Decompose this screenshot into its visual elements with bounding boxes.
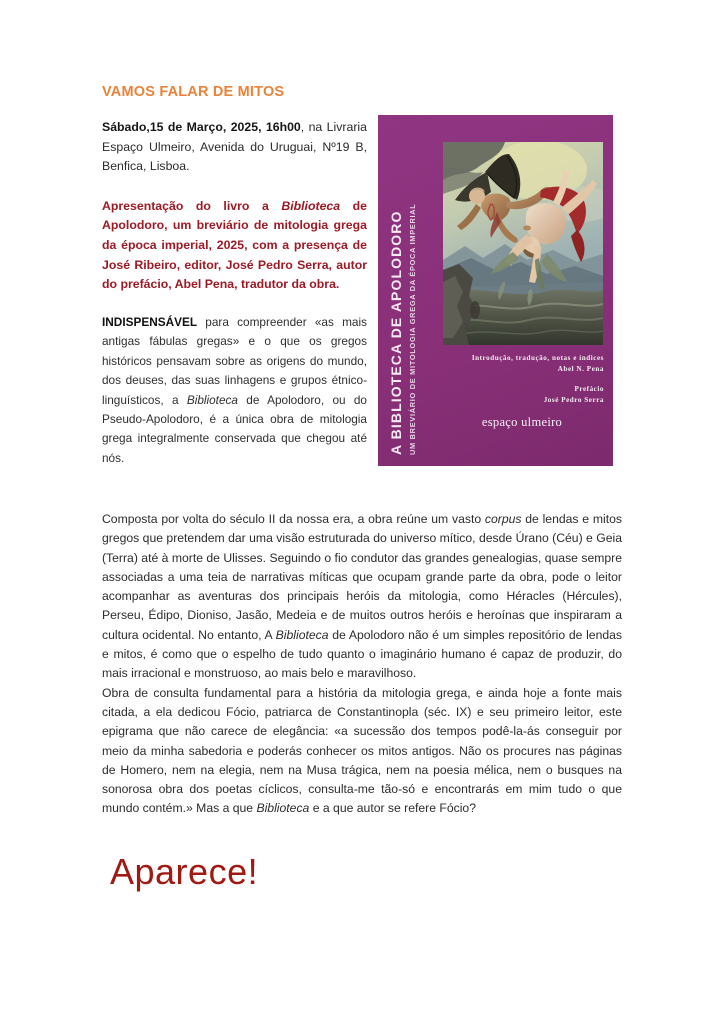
announcement-text-part-1: Apresentação do livro a bbox=[102, 198, 282, 213]
book-cover-painting bbox=[443, 142, 603, 345]
description-paragraph bbox=[102, 313, 367, 468]
closing-call-to-action: Aparece! bbox=[110, 851, 259, 892]
event-details-paragraph bbox=[102, 118, 367, 177]
body-paragraph-1 bbox=[102, 510, 622, 684]
body-p1-part-1: Composta por volta do século II da nossa era, a obra reúne um vasto bbox=[102, 512, 485, 526]
book-cover-subtitle: UM BREVIÁRIO DE MITOLOGIA GREGA DA ÉPOCA IMPERIAL bbox=[408, 203, 417, 455]
body-p2-part-1: Obra de consulta fundamental para a história da mitologia grega, e ainda hoje a fonte mais citada, a ela dedicou Fócio, patriarca de Constantinopla (séc. IX) e seu primeiro leitor, este epigrama que não carece de elegância: «a sucessão dos tempos podê-la-ás conseguir por meio da minha sabedoria e poderás conhecer os mitos antigos. Não os procures nas páginas de Homero, nem na elegia, nem na Musa trágica, nem na poesia mélica, nem o busques na sonorosa obra dos poetas cíclicos, consulta-me tão-só e encontrarás em mim tudo o que mundo contém.» Mas a que bbox=[102, 685, 622, 816]
credits-spacer bbox=[438, 375, 606, 384]
credits-preface-author: José Pedro Serra bbox=[543, 396, 604, 404]
body-p1-part-3: de Apolodoro não é um simples repositório de lendas e mitos, é como que o espelho de tudo quanto o imaginário humano é capaz de produzir, do mais irracional e monstruoso, ao mais belo e maravilhoso. bbox=[102, 627, 623, 681]
announcement-text-part-2: de Apolodoro, um breviário de mitologia grega da época imperial, 2025, com a presença de José Ribeiro, editor, José Pedro Serra, autor do prefácio, Abel Pena, tradutor da obra. bbox=[102, 198, 367, 292]
description-text-part-1: para compreender «as mais antigas fábulas gregas» e o que os gregos históricos pensavam sobre as origens do mundo, dos deuses, das suas linhagens e grupos étnico-linguísticos, a bbox=[102, 315, 367, 407]
credits-intro-line: Introdução, tradução, notas e índices bbox=[471, 354, 604, 362]
body-p1-part-2: de lendas e mitos gregos que pretendem dar uma visão estruturada do universo mítico, desde Úrano (Céu) e Geia (Terra) até à morte de Ulisses. Seguindo o fio condutor das grandes genealogias, quase sempre associadas a uma teia de narrativas míticas que ocupam grande parte da obra, pode o leitor acompanhar as aventuras dos principais heróis da mitologia, como Héracles (Hércules), Perseu, Édipo, Dioniso, Jasão, Medeia e de muitos outros heróis e heroínas que inspiraram a cultura ocidental. No entanto, A bbox=[102, 512, 622, 642]
event-date-time: Sábado,15 de Março, 2025, 16h00 bbox=[102, 120, 301, 134]
announcement-book-title-italic: Biblioteca bbox=[281, 198, 341, 213]
body-p2-part-2: e a que autor se refere Fócio? bbox=[309, 801, 476, 816]
description-lead-word: INDISPENSÁVEL bbox=[102, 315, 198, 330]
book-cover-title: A BIBLIOTECA DE APOLODORO bbox=[388, 210, 404, 455]
body-paragraph-2 bbox=[102, 684, 622, 819]
main-body-text bbox=[102, 510, 622, 819]
book-cover-credits bbox=[438, 353, 606, 406]
credits-intro-author: Abel N. Pena bbox=[557, 365, 604, 373]
intro-text-column bbox=[102, 118, 367, 468]
body-p1-corpus-italic: corpus bbox=[484, 512, 522, 526]
credits-preface-label: Prefácio bbox=[574, 385, 604, 393]
event-venue: , na Livraria Espaço Ulmeiro, Avenida do Uruguai, Nº19 B, Benfica, Lisboa. bbox=[102, 120, 367, 173]
body-p1-biblioteca-italic: Biblioteca bbox=[275, 627, 329, 642]
body-p2-biblioteca-italic: Biblioteca bbox=[256, 801, 310, 816]
top-section bbox=[0, 0, 724, 500]
book-cover-publisher: espaço ulmeiro bbox=[481, 415, 563, 429]
book-cover-title-block bbox=[380, 115, 438, 466]
announcement-paragraph bbox=[102, 197, 367, 296]
book-cover bbox=[378, 115, 613, 466]
description-book-title-italic: Biblioteca bbox=[186, 392, 238, 407]
description-text-part-2: de Apolodoro, ou do Pseudo-Apolodoro, é a única obra de mitologia grega integralmente conservada que chegou até nós. bbox=[102, 392, 367, 465]
page-title: VAMOS FALAR DE MITOS bbox=[102, 84, 285, 100]
